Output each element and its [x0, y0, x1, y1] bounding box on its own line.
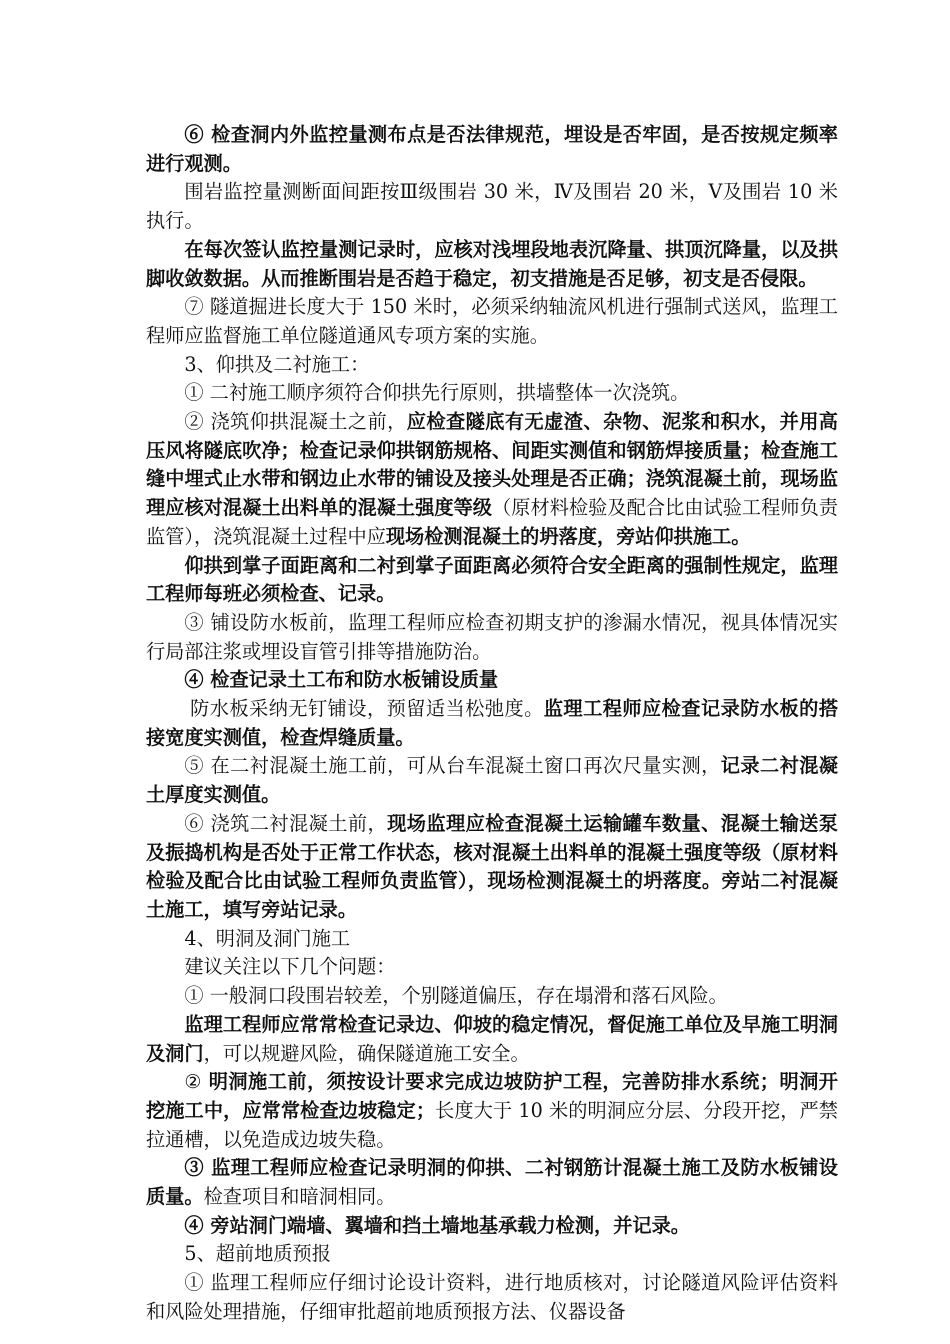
paragraph-monitoring-check	[146, 121, 838, 178]
text-run-bold: 应检查隧底有无虚渣、杂物、泥浆和积水，并用高压风将隧底吹净；检查记录仰拱钢筋规格、间距实测值和钢筋焊接质量；检查施工缝中埋式止水带和钢边止水带的铺设及接头处理是否正确；浇筑混凝土前，现场监理应核对混凝土出料单的混凝土强度等级	[146, 410, 838, 520]
text-run: ②	[184, 1070, 209, 1094]
text-run-bold: 监理工程师应检查记录防水板的搭接宽度实测值，检查焊缝质量。	[146, 697, 839, 749]
paragraph-lining-thickness	[146, 752, 838, 809]
paragraph-monitoring-spacing	[146, 178, 838, 235]
text-run: ⑥ 浇筑二衬混凝土前，	[184, 811, 388, 835]
text-run: 在每次签认监控量测记录时，应核对浅埋段地表沉降量、拱顶沉降量，以及拱脚收敛数据。从而推断围岩是否趋于稳定，初支措施是否足够，初支是否侵限。	[146, 237, 838, 290]
section-heading-invert-lining	[146, 351, 838, 380]
paragraph-safety-distance	[146, 552, 838, 609]
section-heading-open-cut-portal	[146, 925, 838, 954]
paragraph-lining-sequence	[146, 379, 838, 408]
text-run: 5、超前地质预报	[184, 1242, 331, 1266]
text-run: ④ 旁站洞门端墙、翼墙和挡土墙地基承载力检测，并记录。	[184, 1213, 690, 1237]
text-run-bold: ③ 监理工程师应检查记录明洞的仰拱、二衬钢筋计混凝土施工及防水板铺设质量。	[146, 1156, 838, 1209]
text-run: ① 一般洞口段围岩较差，个别隧道偏压，存在塌滑和落石风险。	[184, 984, 728, 1008]
paragraph-lining-pouring	[146, 810, 838, 925]
text-run: 仰拱到掌子面距离和二衬到掌子面距离必须符合安全距离的强制性规定，监理工程师每班必须检查、记录。	[146, 553, 838, 606]
text-run: ④ 检查记录土工布和防水板铺设质量	[184, 668, 499, 692]
paragraph-invert-pouring	[146, 408, 838, 552]
paragraph-waterproof-prep	[146, 609, 838, 666]
document-page	[146, 121, 838, 1327]
paragraph-geotextile-check	[146, 666, 838, 695]
text-run-bold: 记录二衬混凝土厚度实测值。	[146, 754, 838, 807]
text-run: ⑦ 隧道掘进长度大于 150 米时，必须采纳轴流风机进行强制式送风，监理工程师应监督施工单位隧道通风专项方案的实施。	[146, 295, 838, 347]
text-run: 检查项目和暗洞相同。	[203, 1185, 396, 1209]
section-heading-geological-forecast	[146, 1240, 838, 1269]
paragraph-ventilation	[146, 293, 838, 350]
text-run-bold: 现场监理应检查混凝土运输罐车数量、混凝土输送泵及振捣机构是否处于正常工作状态，核对混凝土出料单的混凝土强度等级（原材料检验及配合比由试验工程师负责监管），现场检测混凝土的坍落度。旁站二衬混凝土施工，填写旁站记录。	[146, 811, 838, 921]
text-run: （原材料检验及配合比由试验工程师负责监管），浇筑混凝土过程中应	[146, 496, 839, 548]
text-run: ⑤ 在二衬混凝土施工前，可从台车混凝土窗口再次尺量实测，	[184, 754, 721, 778]
paragraph-forecast-review	[146, 1269, 838, 1326]
paragraph-open-cut-quality	[146, 1154, 838, 1211]
text-run: ① 监理工程师应仔细讨论设计资料，进行地质核对，讨论隧道风险评估资料和风险处理措施，仔细审批超前地质预报方法、仪器设备	[146, 1271, 838, 1323]
paragraph-monitoring-signoff	[146, 236, 838, 293]
paragraph-issues-intro	[146, 953, 838, 982]
text-run: ① 二衬施工顺序须符合仰拱先行原则，拱墙整体一次浇筑。	[184, 381, 690, 405]
paragraph-waterproof-board	[146, 695, 838, 752]
paragraph-foundation-test	[146, 1212, 838, 1241]
paragraph-slope-check	[146, 1011, 838, 1068]
paragraph-portal-rock	[146, 982, 838, 1011]
text-run: ⑥ 检查洞内外监控量测布点是否法律规范，埋设是否牢固，是否按规定频率进行观测。	[146, 123, 838, 175]
text-run: 4、明洞及洞门施工	[184, 926, 351, 950]
text-run: 围岩监控量测断面间距按Ⅲ级围岩 30 米，Ⅳ及围岩 20 米，Ⅴ及围岩 10 米执行。	[146, 180, 838, 233]
text-run: ② 浇筑仰拱混凝土之前，	[184, 410, 407, 434]
text-run: 防水板采纳无钉铺设，预留适当松弛度。	[190, 697, 544, 721]
text-run: ③ 铺设防水板前，监理工程师应检查初期支护的渗漏水情况，视具体情况实行局部注浆或埋设盲管引排等措施防治。	[146, 610, 838, 663]
text-run: 3、仰拱及二衬施工：	[184, 352, 370, 376]
text-run: 长度大于 10 米的明洞应分层、分段开挖，严禁拉通槽，以免造成边坡失稳。	[146, 1098, 838, 1151]
text-run: ，可以规避风险，确保隧道施工安全。	[203, 1041, 530, 1065]
text-run-bold: 明洞施工前，须按设计要求完成边坡防护工程，完善防排水系统；明洞开挖施工中，应常常检查边坡稳定；	[146, 1070, 838, 1122]
paragraph-open-cut-construction	[146, 1068, 838, 1154]
text-run: 建议关注以下几个问题：	[184, 955, 396, 979]
text-run-bold: 监理工程师应常常检查记录边、仰坡的稳定情况，督促施工单位及早施工明洞及洞门	[146, 1012, 838, 1065]
text-run-bold: 现场检测混凝土的坍落度，旁站仰拱施工。	[385, 524, 751, 548]
